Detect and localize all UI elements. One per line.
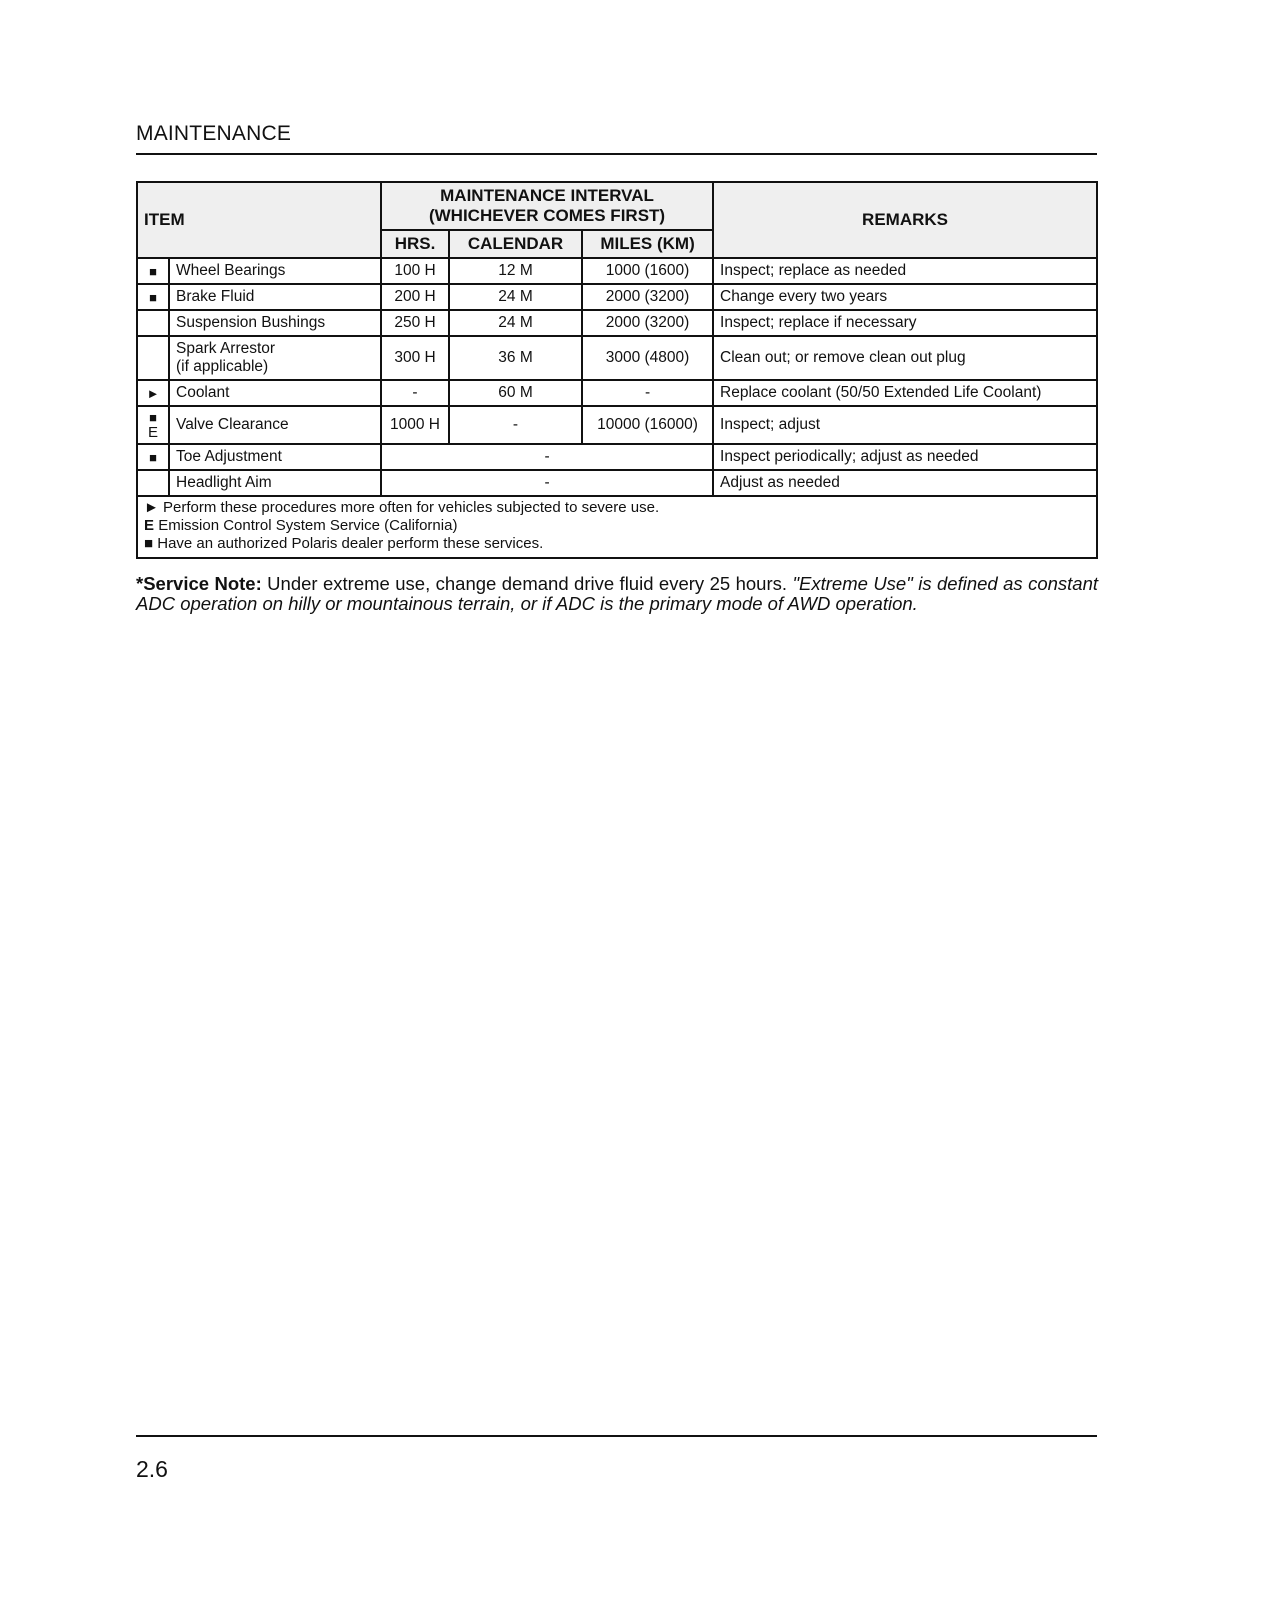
remarks-cell: Inspect; replace if necessary (713, 310, 1097, 336)
emission-icon: E (147, 424, 158, 441)
interval-hrs: 200 H (381, 284, 449, 310)
legend-dealer: ■ Have an authorized Polaris dealer perform these services. (144, 535, 544, 552)
item-name: Wheel Bearings (169, 258, 381, 284)
symbol-cell (137, 336, 169, 380)
dealer-service-icon: ■ (137, 258, 169, 284)
legend (137, 496, 1097, 558)
table-row (137, 284, 1097, 310)
header-interval-line2: (WHICHEVER COMES FIRST) (428, 206, 666, 225)
item-name: Brake Fluid (169, 284, 381, 310)
symbol-cell (137, 310, 169, 336)
header-item: ITEM (137, 182, 381, 258)
item-name: Coolant (169, 380, 381, 406)
interval-miles: 2000 (3200) (582, 284, 713, 310)
interval-calendar: 24 M (449, 284, 582, 310)
interval-calendar: 24 M (449, 310, 582, 336)
table-row (137, 336, 1097, 380)
legend-severe: ► Perform these procedures more often for vehicles subjected to severe use. (144, 499, 660, 516)
header-rule (136, 153, 1097, 155)
remarks-cell: Replace coolant (50/50 Extended Life Coolant) (713, 380, 1097, 406)
interval-hrs: 300 H (381, 336, 449, 380)
dealer-service-icon: ■ (137, 284, 169, 310)
interval-calendar: 36 M (449, 336, 582, 380)
header-calendar: CALENDAR (449, 230, 582, 258)
dealer-service-icon: ■ (149, 410, 157, 425)
table-row (137, 406, 1097, 444)
section-title: MAINTENANCE (136, 122, 292, 145)
interval-miles: 3000 (4800) (582, 336, 713, 380)
table-row (137, 258, 1097, 284)
item-name: Toe Adjustment (169, 444, 381, 470)
interval-hrs: 1000 H (381, 406, 449, 444)
symbol-cell (137, 406, 169, 444)
table-header-row (137, 182, 1097, 230)
item-name-line1: Spark Arrestor (176, 340, 276, 357)
interval-calendar: 60 M (449, 380, 582, 406)
interval-hrs: 100 H (381, 258, 449, 284)
dealer-service-icon: ■ (137, 444, 169, 470)
header-hrs: HRS. (381, 230, 449, 258)
emission-icon: E (144, 517, 155, 534)
interval-calendar: - (449, 406, 582, 444)
interval-hrs: 250 H (381, 310, 449, 336)
table-row (137, 470, 1097, 496)
maintenance-table (136, 181, 1098, 559)
item-name-line2: (if applicable) (176, 358, 269, 375)
interval-miles: 2000 (3200) (582, 310, 713, 336)
table-row (137, 380, 1097, 406)
footer-rule (136, 1435, 1097, 1437)
interval-calendar: 12 M (449, 258, 582, 284)
header-interval-line1: MAINTENANCE INTERVAL (440, 186, 654, 205)
item-name: Headlight Aim (169, 470, 381, 496)
header-miles: MILES (KM) (582, 230, 713, 258)
interval-merged: - (381, 470, 713, 496)
legend-row (137, 496, 1097, 558)
service-note (136, 574, 1098, 614)
service-note-italic: "Extreme Use" is defined as constant ADC operation on hilly or mountainous terrain, or if ADC is the primary mode of AWD operation. (136, 573, 1099, 614)
table-row (137, 310, 1097, 336)
severe-use-arrow-icon: ► (137, 380, 169, 406)
symbol-cell (137, 470, 169, 496)
remarks-cell: Inspect; replace as needed (713, 258, 1097, 284)
header-remarks: REMARKS (713, 182, 1097, 258)
severe-use-arrow-icon: ► (144, 499, 159, 516)
remarks-cell: Inspect; adjust (713, 406, 1097, 444)
interval-merged: - (381, 444, 713, 470)
item-name (169, 336, 381, 380)
interval-hrs: - (381, 380, 449, 406)
page-number: 2.6 (136, 1456, 168, 1482)
interval-miles: - (582, 380, 713, 406)
remarks-cell: Inspect periodically; adjust as needed (713, 444, 1097, 470)
interval-miles: 10000 (16000) (582, 406, 713, 444)
service-note-text: Under extreme use, change demand drive fluid every 25 hours. (267, 573, 788, 594)
remarks-cell: Change every two years (713, 284, 1097, 310)
dealer-service-icon: ■ (144, 535, 154, 552)
remarks-cell: Adjust as needed (713, 470, 1097, 496)
item-name: Suspension Bushings (169, 310, 381, 336)
item-name: Valve Clearance (169, 406, 381, 444)
legend-emission: E Emission Control System Service (California) (144, 517, 458, 534)
table-row (137, 444, 1097, 470)
interval-miles: 1000 (1600) (582, 258, 713, 284)
remarks-cell: Clean out; or remove clean out plug (713, 336, 1097, 380)
service-note-label: *Service Note: (136, 573, 262, 594)
header-maintenance-interval (381, 182, 713, 230)
